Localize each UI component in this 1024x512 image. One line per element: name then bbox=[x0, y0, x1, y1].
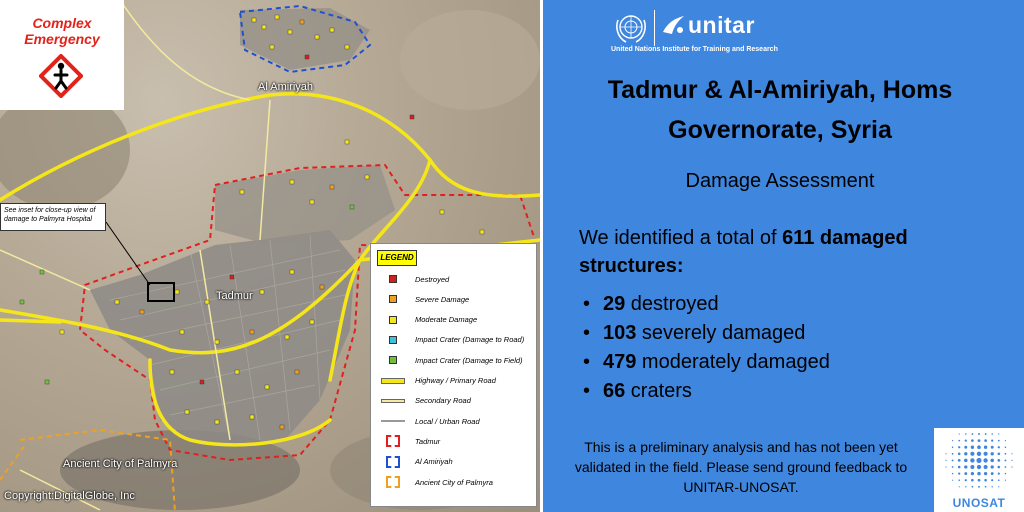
unosat-name: UNOSAT bbox=[952, 496, 1006, 510]
unosat-dot bbox=[945, 466, 946, 467]
legend-label: Impact Crater (Damage to Field) bbox=[415, 355, 523, 365]
unosat-dot bbox=[997, 459, 1000, 462]
unosat-dot bbox=[998, 473, 1000, 475]
unosat-dot bbox=[991, 479, 993, 481]
legend-item bbox=[381, 333, 524, 347]
legend-label: Highway / Primary Road bbox=[415, 376, 496, 385]
legend-label: Destroyed bbox=[415, 274, 450, 284]
unosat-dot bbox=[991, 433, 993, 435]
unosat-dot bbox=[1011, 466, 1012, 467]
unosat-dot bbox=[958, 452, 961, 455]
unosat-dot bbox=[965, 439, 967, 441]
unosat-dot bbox=[952, 480, 953, 481]
legend-symbol bbox=[381, 475, 405, 489]
legend-symbol bbox=[381, 434, 405, 448]
legend-symbol bbox=[381, 272, 405, 286]
unosat-dot bbox=[1005, 446, 1007, 448]
unosat-dot bbox=[952, 473, 953, 474]
unosat-dot bbox=[958, 473, 960, 475]
legend-item bbox=[381, 475, 493, 489]
stat-value: 66 bbox=[603, 380, 626, 402]
unosat-dot bbox=[1005, 480, 1006, 481]
stat-label: moderately damaged bbox=[636, 351, 830, 373]
legend-symbol bbox=[381, 353, 405, 367]
legend-label: Impact Crater (Damage to Road) bbox=[415, 335, 525, 345]
legend-symbol bbox=[381, 414, 405, 428]
legend-label: Secondary Road bbox=[415, 396, 471, 406]
unosat-dot bbox=[959, 433, 960, 434]
inset-callout-note: See inset for close-up view of damage to Palmyra Hospital bbox=[0, 203, 106, 231]
map-label-amiriyah: Al Amiriyah bbox=[258, 81, 314, 93]
stat-value: 479 bbox=[603, 351, 637, 373]
stat-label: craters bbox=[625, 380, 692, 402]
unosat-dot bbox=[952, 459, 954, 461]
unosat-dot bbox=[984, 452, 988, 456]
unosat-dot bbox=[952, 466, 954, 468]
legend-label: Local / Urban Road bbox=[415, 416, 480, 426]
unosat-dot bbox=[991, 446, 994, 449]
unosat-dot bbox=[998, 446, 1000, 448]
unosat-dot bbox=[959, 486, 960, 487]
unosat-dot bbox=[983, 458, 987, 462]
unosat-dot bbox=[945, 460, 946, 461]
unosat-dot bbox=[1005, 440, 1006, 441]
stat-value: 29 bbox=[603, 293, 626, 315]
map-label-tadmur: Tadmur bbox=[216, 290, 253, 302]
complex-emergency-badge bbox=[0, 0, 124, 110]
unosat-dot bbox=[970, 458, 974, 462]
unosat-dot bbox=[976, 458, 981, 463]
unosat-dot bbox=[984, 479, 987, 482]
unosat-dot bbox=[977, 472, 981, 476]
legend-label: Al Amiriyah bbox=[415, 457, 453, 467]
unosat-dot bbox=[958, 440, 960, 442]
unosat-dot bbox=[958, 479, 960, 481]
unosat-dot bbox=[971, 472, 974, 475]
logo-divider bbox=[654, 10, 655, 46]
unosat-dot bbox=[991, 465, 994, 468]
stat-moderate bbox=[579, 348, 830, 377]
unosat-dot bbox=[971, 479, 974, 482]
unosat-dot bbox=[952, 440, 953, 441]
stat-label: destroyed bbox=[625, 293, 719, 315]
unosat-dot bbox=[985, 486, 987, 488]
unosat-dot bbox=[985, 433, 987, 435]
legend-symbol bbox=[381, 374, 405, 388]
legend-item bbox=[381, 374, 496, 388]
unosat-dot bbox=[984, 439, 987, 442]
unosat-dot bbox=[964, 446, 967, 449]
unosat-dot bbox=[984, 446, 987, 449]
legend-item bbox=[381, 272, 449, 286]
unosat-dot bbox=[965, 433, 967, 435]
unosat-logo bbox=[934, 428, 1024, 512]
unosat-dot bbox=[1011, 460, 1012, 461]
hazard-person-icon bbox=[39, 54, 83, 98]
unosat-dot bbox=[971, 433, 973, 435]
unosat-dot bbox=[965, 486, 966, 487]
unosat-dot bbox=[964, 472, 967, 475]
unosat-dot bbox=[952, 446, 954, 448]
map-legend bbox=[370, 243, 537, 507]
legend-item bbox=[381, 455, 453, 469]
badge-title bbox=[0, 15, 124, 47]
unosat-dot bbox=[991, 486, 992, 487]
unosat-dot bbox=[998, 440, 1000, 442]
unitar-logo-subtitle: United Nations Institute for Training and Research bbox=[611, 46, 778, 53]
unosat-dot bbox=[978, 439, 981, 442]
legend-symbol bbox=[381, 313, 405, 327]
unosat-dot bbox=[998, 466, 1001, 469]
unosat-dot bbox=[984, 472, 987, 475]
legend-item bbox=[381, 394, 471, 408]
unosat-dot bbox=[972, 486, 974, 488]
unosat-dot bbox=[998, 479, 1000, 481]
unosat-dots-icon bbox=[934, 428, 1024, 496]
page-title bbox=[560, 70, 1000, 150]
unosat-dot bbox=[1004, 453, 1006, 455]
un-emblem-icon bbox=[614, 10, 648, 44]
damage-summary bbox=[579, 224, 979, 280]
stat-severe bbox=[579, 319, 830, 348]
unosat-dot bbox=[977, 452, 981, 456]
legend-item bbox=[381, 313, 477, 327]
stat-value: 103 bbox=[603, 322, 637, 344]
unosat-dot bbox=[984, 465, 988, 469]
hospital-inset-box[interactable] bbox=[147, 282, 175, 302]
unosat-dot bbox=[965, 479, 967, 481]
legend-item bbox=[381, 292, 469, 306]
unosat-dot bbox=[958, 459, 961, 462]
unosat-dot bbox=[991, 452, 994, 455]
legend-symbol bbox=[381, 292, 405, 306]
unosat-dot bbox=[970, 465, 974, 469]
legend-label: Ancient City of Palmyra bbox=[415, 477, 493, 487]
unosat-dot bbox=[998, 486, 999, 487]
unitar-bird-icon bbox=[660, 12, 686, 38]
unosat-dot bbox=[1005, 473, 1006, 474]
legend-item bbox=[381, 414, 480, 428]
unosat-dot bbox=[977, 465, 981, 469]
stat-craters bbox=[579, 377, 830, 406]
stat-label: severely damaged bbox=[636, 322, 806, 344]
unosat-dot bbox=[990, 459, 994, 463]
stat-destroyed bbox=[579, 290, 830, 319]
unosat-dot bbox=[998, 433, 999, 434]
unosat-dot bbox=[971, 446, 974, 449]
badge-title-line2: Emergency bbox=[24, 31, 100, 47]
unosat-dot bbox=[945, 453, 946, 454]
unosat-dot bbox=[1004, 459, 1006, 461]
legend-label: Tadmur bbox=[415, 436, 441, 446]
unosat-dot bbox=[997, 452, 1000, 455]
badge-title-line1: Complex bbox=[32, 15, 92, 31]
legend-label: Moderate Damage bbox=[415, 315, 478, 325]
unosat-dot bbox=[978, 486, 980, 488]
unosat-dot bbox=[970, 452, 974, 456]
unitar-logo-name: unitar bbox=[688, 12, 755, 38]
imagery-copyright: Copyright:DigitalGlobe, Inc bbox=[4, 490, 135, 502]
summary-prefix: We identified a total of bbox=[579, 227, 783, 249]
unosat-dot bbox=[978, 433, 980, 435]
legend-title: LEGEND bbox=[377, 250, 417, 266]
legend-symbol bbox=[381, 394, 405, 408]
page-subtitle: Damage Assessment bbox=[685, 170, 875, 192]
preliminary-note: This is a preliminary analysis and has not been yet validated in the field. Please send ground feedback to UNITAR-UNOSAT. bbox=[574, 439, 908, 495]
unosat-dot bbox=[958, 466, 961, 469]
unosat-dot bbox=[991, 439, 993, 441]
title-line2: Governorate, Syria bbox=[668, 116, 892, 144]
unosat-dot bbox=[991, 472, 994, 475]
legend-symbol bbox=[381, 455, 405, 469]
legend-item bbox=[381, 353, 523, 367]
unosat-dot bbox=[958, 446, 960, 448]
legend-item bbox=[381, 434, 440, 448]
unosat-dot bbox=[978, 479, 981, 482]
unosat-dot bbox=[964, 465, 967, 468]
map-label-palmyra: Ancient City of Palmyra bbox=[63, 458, 178, 470]
legend-label: Severe Damage bbox=[415, 294, 470, 304]
unosat-dot bbox=[964, 459, 968, 463]
title-line1: Tadmur & Al-Amiriyah, Homs bbox=[607, 76, 953, 104]
unosat-dot bbox=[964, 452, 967, 455]
summary-total: 611 damaged structures: bbox=[579, 227, 908, 277]
unosat-dot bbox=[977, 445, 981, 449]
unosat-dot bbox=[1011, 453, 1012, 454]
unosat-dot bbox=[952, 453, 954, 455]
unosat-dot bbox=[1005, 466, 1007, 468]
legend-symbol bbox=[381, 333, 405, 347]
damage-stats-list bbox=[579, 290, 830, 406]
unosat-dot bbox=[971, 439, 974, 442]
